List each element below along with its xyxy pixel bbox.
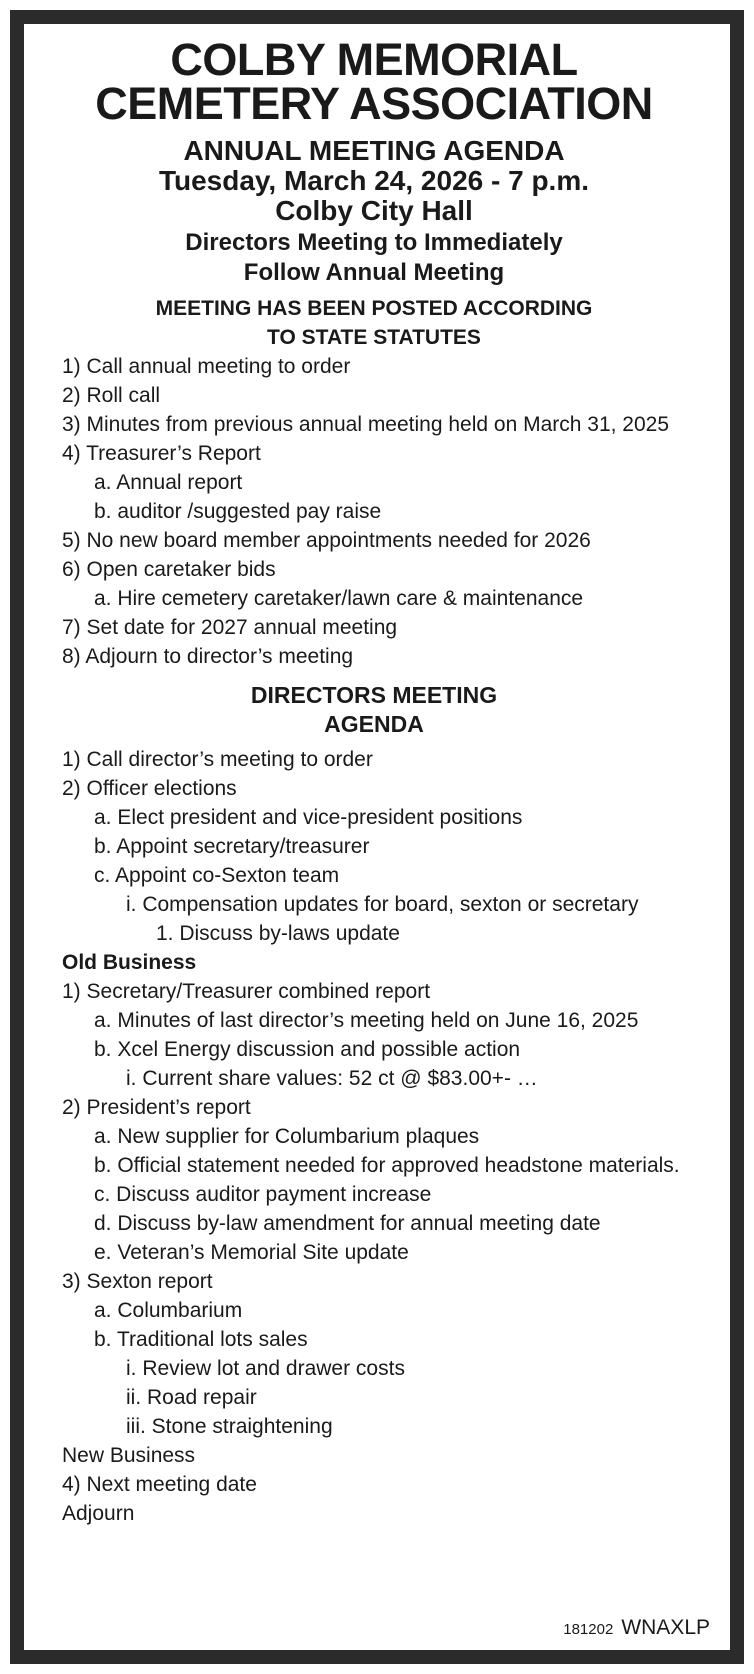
old-business-heading: Old Business	[62, 951, 197, 974]
organization-title	[34, 34, 714, 129]
list-item: 4) Next meeting date	[62, 1473, 257, 1496]
list-item: 1. Discuss by-laws update	[156, 922, 400, 945]
notice-border	[10, 10, 744, 1664]
publication-code: WNAXLP	[621, 1616, 710, 1639]
list-item: 1) Secretary/Treasurer combined report	[62, 980, 431, 1003]
list-item: e. Veteran’s Memorial Site update	[94, 1241, 409, 1264]
meeting-datetime: Tuesday, March 24, 2026 - 7 p.m.	[158, 165, 590, 196]
directors-heading-line-2: AGENDA	[324, 711, 424, 737]
list-item: 2) Officer elections	[62, 777, 237, 800]
adjourn-line: Adjourn	[62, 1502, 135, 1525]
list-item: a. Minutes of last director’s meeting held on June 16, 2025	[94, 1009, 639, 1032]
list-item: 7) Set date for 2027 annual meeting	[62, 616, 398, 639]
directors-note-line-1: Directors Meeting to Immediately	[185, 229, 563, 256]
list-item: d. Discuss by-law amendment for annual meeting date	[94, 1212, 601, 1235]
list-item: i. Current share values: 52 ct @ $83.00+- …	[126, 1067, 538, 1090]
meeting-location: Colby City Hall	[275, 195, 473, 226]
list-item: 1) Call annual meeting to order	[62, 355, 351, 378]
list-item: b. auditor /suggested pay raise	[94, 500, 382, 523]
posting-notice-line-2: TO STATE STATUTES	[267, 326, 481, 349]
directors-agenda-list	[34, 745, 714, 1528]
list-item: iii. Stone straightening	[126, 1415, 333, 1438]
list-item: a. Columbarium	[94, 1299, 243, 1322]
posting-notice-line-1: MEETING HAS BEEN POSTED ACCORDING	[155, 297, 593, 320]
directors-meeting-heading	[34, 681, 714, 739]
list-item: 5) No new board member appointments needed for 2026	[62, 529, 591, 552]
list-item: 4) Treasurer’s Report	[62, 442, 261, 465]
list-item: i. Review lot and drawer costs	[126, 1357, 405, 1380]
list-item: ii. Road repair	[126, 1386, 257, 1409]
list-item: a. Annual report	[94, 471, 243, 494]
agenda-title: ANNUAL MEETING AGENDA	[183, 135, 565, 166]
list-item: a. Hire cemetery caretaker/lawn care & maintenance	[94, 587, 584, 610]
list-item: 6) Open caretaker bids	[62, 558, 276, 581]
list-item: c. Appoint co-Sexton team	[94, 864, 340, 887]
directors-heading-line-1: DIRECTORS MEETING	[250, 682, 498, 708]
list-item: 3) Minutes from previous annual meeting held on March 31, 2025	[62, 413, 670, 436]
ad-number: 181202	[563, 1621, 614, 1638]
list-item: a. Elect president and vice-president positions	[94, 806, 523, 829]
list-item: i. Compensation updates for board, sexton or secretary	[126, 893, 639, 916]
list-item: 2) President’s report	[62, 1096, 251, 1119]
list-item: 8) Adjourn to director’s meeting	[62, 645, 354, 668]
list-item: b. Xcel Energy discussion and possible action	[94, 1038, 521, 1061]
list-item: b. Traditional lots sales	[94, 1328, 308, 1351]
new-business-heading: New Business	[62, 1444, 196, 1467]
list-item: 2) Roll call	[62, 384, 161, 407]
org-line-2: CEMETERY ASSOCIATION	[95, 78, 653, 129]
notice-content	[34, 24, 714, 1650]
directors-note-line-2: Follow Annual Meeting	[243, 259, 505, 286]
list-item: b. Official statement needed for approved headstone materials.	[94, 1154, 680, 1177]
annual-agenda-list	[34, 352, 714, 671]
list-item: 1) Call director’s meeting to order	[62, 748, 373, 771]
ad-footer	[563, 1616, 710, 1640]
list-item: c. Discuss auditor payment increase	[94, 1183, 432, 1206]
posting-notice	[34, 294, 714, 352]
org-line-1: COLBY MEMORIAL	[170, 34, 578, 85]
directors-note	[34, 228, 714, 288]
list-item: b. Appoint secretary/treasurer	[94, 835, 370, 858]
list-item: 3) Sexton report	[62, 1270, 213, 1293]
list-item: a. New supplier for Columbarium plaques	[94, 1125, 480, 1148]
